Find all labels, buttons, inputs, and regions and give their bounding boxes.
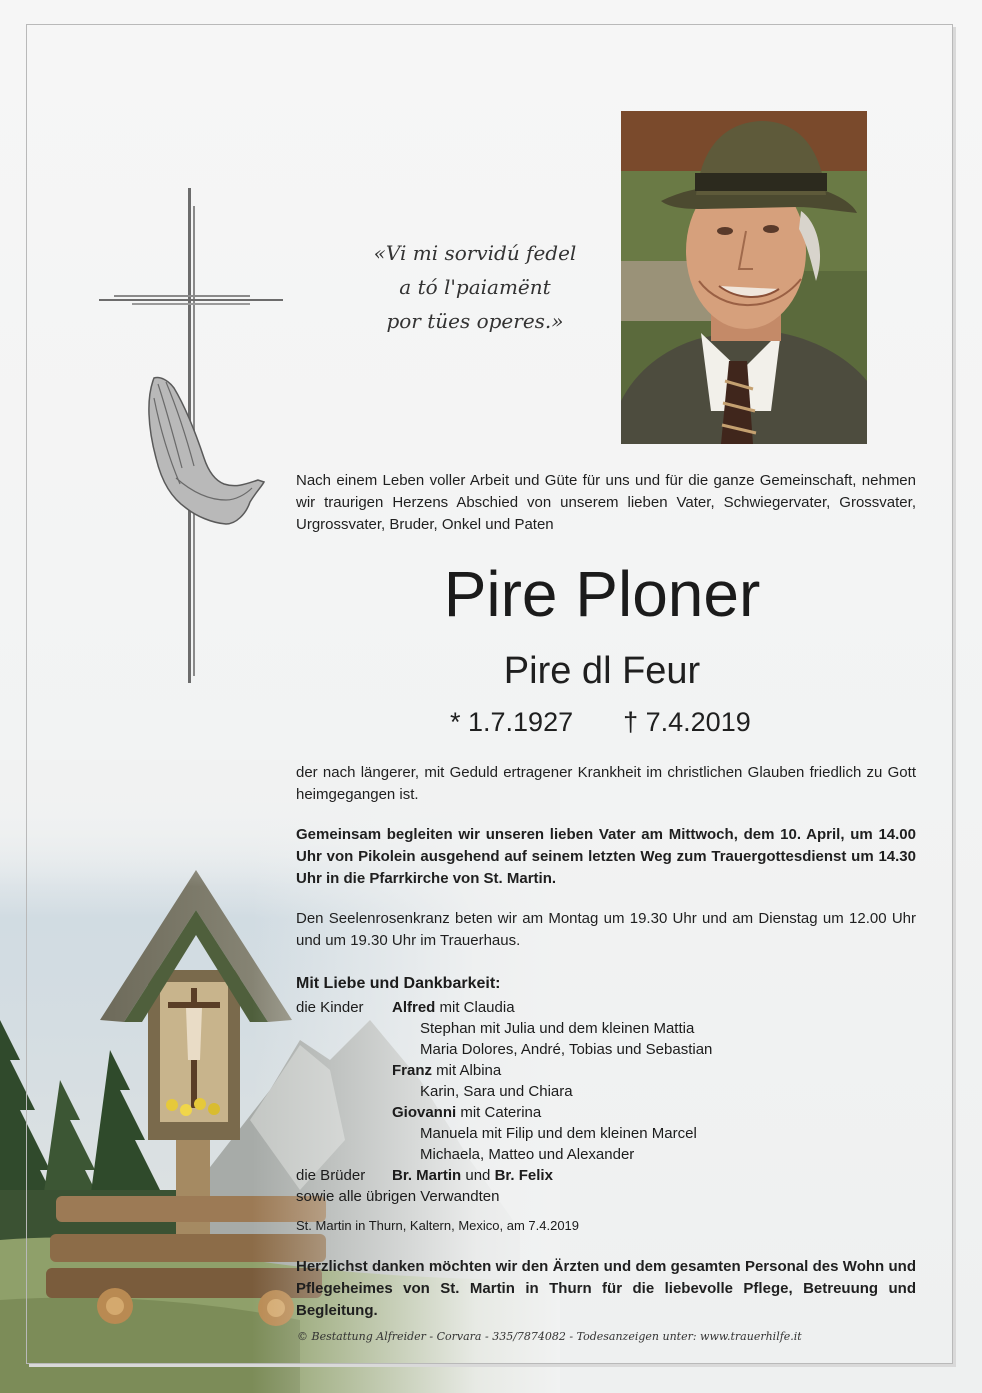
quote-line-3: por tües operes.» [386,309,564,333]
list-item: Michaela, Matteo und Alexander [420,1146,635,1163]
portrait-photo [621,111,867,444]
list-item: Stephan mit Julia und dem kleinen Mattia [420,1020,695,1037]
cross-with-praying-hands-icon [96,188,286,688]
funeral-home-footer: © Bestattung Alfreider - Corvara - 335/7874082 - Todesanzeigen unter: www.trauerhilfe.it [297,1330,802,1343]
list-item: Giovanni mit Caterina [392,1104,542,1121]
intro-text: Nach einem Leben voller Arbeit und Güte für uns und für die ganze Gemeinschaft, nehmen wir traurigen Herzens Abschied von unserem lieben Vater, Schwiegervater, Grossvater, Urgrossvater, Bruder, Onkel und Paten [296,472,916,533]
list-item: Manuela mit Filip und dem kleinen Marcel [420,1125,697,1142]
passing-text: der nach längerer, mit Geduld ertragener Krankheit im christlichen Glauben friedlich zu Gott heimgegangen ist. [296,764,916,803]
list-item: Maria Dolores, André, Tobias und Sebastian [420,1041,713,1058]
thanks-text: Herzlichst danken möchten wir den Ärzten und dem gesamten Personal des Wohn und Pflegeheimes von St. Martin in Thurn für die liebevolle Pflege, Betreuung und Begleitung. [296,1258,916,1319]
life-dates [450,704,790,740]
quote [330,236,620,338]
list-item: Karin, Sara und Chiara [420,1083,573,1100]
list-item: sowie alle übrigen Verwandten [296,1188,500,1205]
list-item: Franz mit Albina [392,1062,502,1079]
children-label: die Kinder [296,999,364,1016]
quote-line-1: «Vi mi sorvidú fedel [373,241,577,265]
child-name: Giovanni [392,1104,457,1121]
rosary-info: Den Seelenrosenkranz beten wir am Montag um 19.30 Uhr und am Dienstag um 12.00 Uhr und um 19.30 Uhr im Trauerhaus. [296,910,916,949]
quote-line-2: a tó l'paiamënt [399,275,551,299]
mourners-list [296,997,916,1207]
deceased-name: Pire Ploner [443,558,761,630]
mourners-heading: Mit Liebe und Dankbarkeit: [296,975,501,992]
brothers-label: die Brüder [296,1167,366,1184]
child-name: Alfred [392,999,436,1016]
list-item: die Brüder Br. Martin und Br. Felix [296,1167,553,1184]
birth-date: * 1.7.1927 [450,707,574,737]
deceased-nickname: Pire dl Feur [503,650,701,692]
list-item: die Kinder Alfred mit Claudia [296,999,515,1016]
death-date: † 7.4.2019 [623,707,751,737]
funeral-info: Gemeinsam begleiten wir unseren lieben Vater am Mittwoch, dem 10. April, um 14.00 Uhr von Pikolein ausgehend auf seinem letzten Weg zum Trauergottesdienst um 14.30 Uhr in die Pfarrkirche von St. Martin. [296,826,916,887]
child-name: Franz [392,1062,433,1079]
place-and-date: St. Martin in Thurn, Kaltern, Mexico, am 7.4.2019 [296,1218,580,1233]
